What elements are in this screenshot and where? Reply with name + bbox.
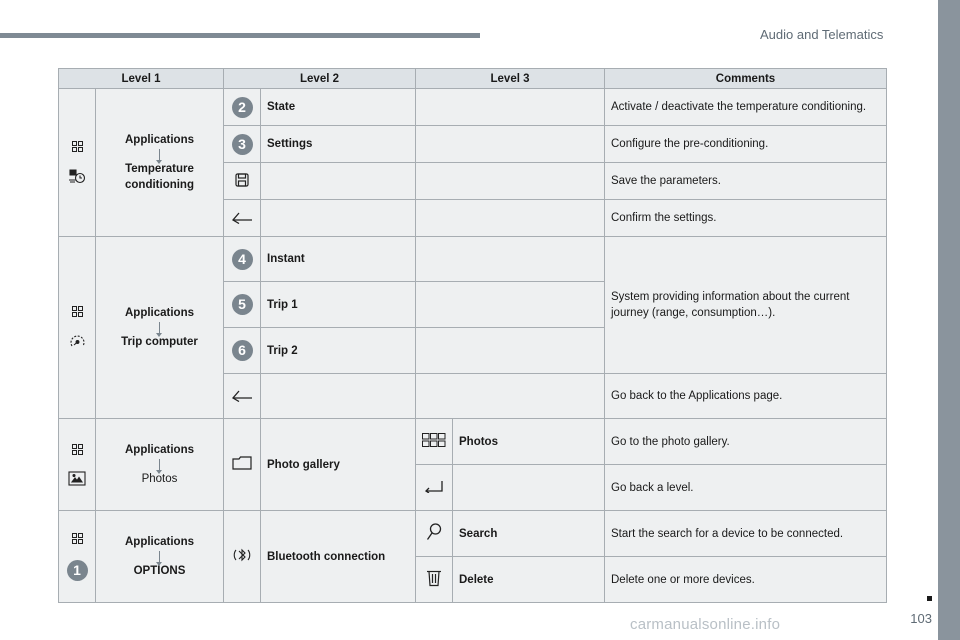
arrow-down-icon <box>159 149 160 161</box>
level1-cell <box>96 237 224 419</box>
comment-cell: Configure the pre-conditioning. <box>605 126 887 163</box>
icon-cell <box>224 200 261 237</box>
table-row <box>59 419 887 465</box>
header-level1: Level 1 <box>59 69 224 89</box>
comment-cell: Go back to the Applications page. <box>605 374 887 419</box>
temperature-conditioning-icon <box>68 168 86 184</box>
return-icon <box>424 479 444 493</box>
comment-cell: Save the parameters. <box>605 163 887 200</box>
level3-cell <box>416 374 605 419</box>
level1-sub: Temperature conditioning <box>125 163 194 191</box>
level3-cell <box>416 200 605 237</box>
level2-cell: State <box>261 89 416 126</box>
icon-cell <box>416 511 453 557</box>
level3-cell <box>416 163 605 200</box>
level3-cell: Delete <box>453 557 605 603</box>
header-bar <box>0 33 480 38</box>
icon-cell <box>416 557 453 603</box>
level2-cell: Instant <box>261 237 416 282</box>
level2-cell: Settings <box>261 126 416 163</box>
step-number-badge: 6 <box>232 340 253 361</box>
back-arrow-icon <box>231 388 253 402</box>
bluetooth-icon <box>233 546 251 564</box>
level2-cell: Bluetooth connection <box>261 511 416 603</box>
step-number-cell <box>224 328 261 374</box>
step-number-badge: 1 <box>67 560 88 581</box>
side-tab <box>938 0 960 640</box>
back-arrow-icon <box>231 210 253 224</box>
icon-cell <box>416 419 453 465</box>
arrow-down-icon <box>159 322 160 334</box>
step-number-badge: 4 <box>232 249 253 270</box>
apps-grid-icon <box>72 533 83 544</box>
level3-cell: Photos <box>453 419 605 465</box>
level1-icons <box>59 89 96 237</box>
level1-sub: Trip computer <box>121 336 198 348</box>
step-number-badge: 5 <box>232 294 253 315</box>
comment-cell: Confirm the settings. <box>605 200 887 237</box>
level1-sub: Photos <box>141 473 178 485</box>
watermark: carmanualsonline.info <box>630 616 781 633</box>
step-number-badge: 2 <box>232 97 253 118</box>
comment-cell: Activate / deactivate the temperature conditioning. <box>605 89 887 126</box>
menu-table <box>58 68 887 603</box>
icon-cell <box>224 419 261 511</box>
level1-label: Applications <box>124 536 194 548</box>
level3-cell <box>416 89 605 126</box>
table-row <box>59 89 887 126</box>
table-row <box>59 237 887 282</box>
level1-label: Applications <box>124 134 194 146</box>
arrow-down-icon <box>159 551 160 563</box>
level1-label: Applications <box>124 444 194 456</box>
level2-cell: Trip 1 <box>261 282 416 328</box>
comment-cell: Go to the photo gallery. <box>605 419 887 465</box>
level1-icons <box>59 511 96 603</box>
level3-cell <box>416 282 605 328</box>
level1-cell <box>96 511 224 603</box>
photos-icon <box>68 471 86 486</box>
comment-cell: Delete one or more devices. <box>605 557 887 603</box>
table-row <box>59 511 887 557</box>
header-level3: Level 3 <box>416 69 605 89</box>
icon-cell <box>224 511 261 603</box>
step-number-cell <box>224 282 261 328</box>
icon-cell <box>224 374 261 419</box>
step-number-cell <box>224 89 261 126</box>
page-number: 103 <box>910 611 932 626</box>
level1-icons <box>59 419 96 511</box>
comment-cell: Go back a level. <box>605 465 887 511</box>
level3-cell <box>416 328 605 374</box>
comment-cell: System providing information about the current journey (range, consumption…). <box>605 237 887 374</box>
header-level2: Level 2 <box>224 69 416 89</box>
level1-cell <box>96 419 224 511</box>
section-title: Audio and Telematics <box>760 27 884 42</box>
icon-cell <box>416 465 453 511</box>
trash-icon <box>426 569 442 587</box>
save-icon <box>235 173 249 187</box>
level1-icons <box>59 237 96 419</box>
level3-cell <box>416 126 605 163</box>
table-header-row <box>59 69 887 89</box>
apps-grid-icon <box>72 141 83 152</box>
step-number-badge: 3 <box>232 134 253 155</box>
photo-gallery-icon <box>232 456 252 470</box>
comment-cell: Start the search for a device to be connected. <box>605 511 887 557</box>
step-number-cell <box>224 237 261 282</box>
level2-cell <box>261 163 416 200</box>
grid-icon <box>422 433 446 447</box>
level3-cell <box>453 465 605 511</box>
trip-computer-icon <box>69 333 86 349</box>
level2-cell: Trip 2 <box>261 328 416 374</box>
level2-cell: Photo gallery <box>261 419 416 511</box>
level2-cell <box>261 374 416 419</box>
step-number-cell <box>224 126 261 163</box>
level1-sub: OPTIONS <box>133 565 186 577</box>
bullet-mark <box>927 596 932 601</box>
apps-grid-icon <box>72 444 83 455</box>
icon-cell <box>224 163 261 200</box>
level1-cell <box>96 89 224 237</box>
level2-cell <box>261 200 416 237</box>
apps-grid-icon <box>72 306 83 317</box>
header-comments: Comments <box>605 69 887 89</box>
arrow-down-icon <box>159 459 160 471</box>
level3-cell: Search <box>453 511 605 557</box>
level1-label: Applications <box>124 307 194 319</box>
level3-cell <box>416 237 605 282</box>
search-icon <box>426 523 442 541</box>
